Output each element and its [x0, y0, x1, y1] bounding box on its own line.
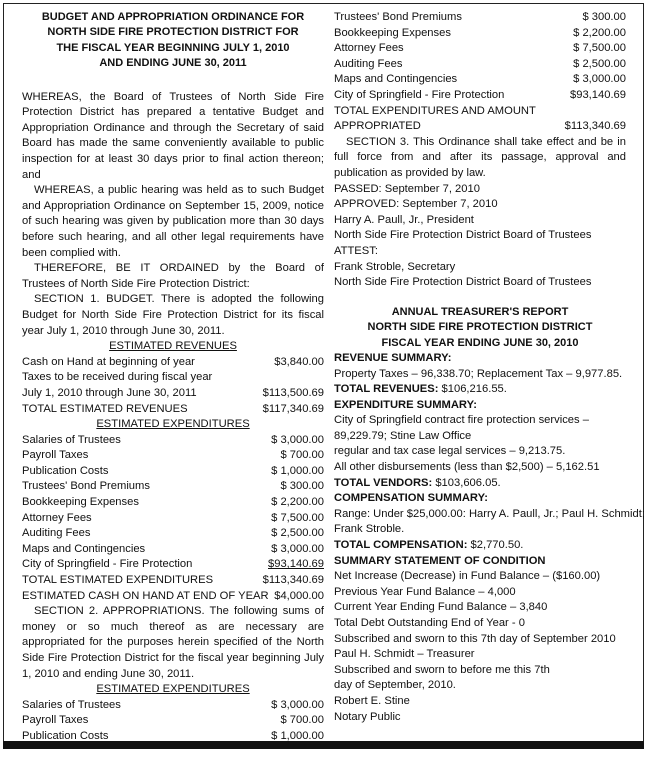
row-label: TOTAL ESTIMATED REVENUES: [22, 402, 188, 415]
row-label: Auditing Fees: [334, 57, 403, 70]
revenue-row: [22, 386, 324, 402]
total-compensation-value: $2,770.50.: [470, 539, 524, 552]
appropriation-row: [334, 72, 626, 88]
row-label: Maps and Contingencies: [334, 73, 458, 86]
board-line: North Side Fire Protection District Board of Trustees: [334, 229, 592, 242]
row-label: Payroll Taxes: [22, 714, 89, 727]
revenue-summary-heading: REVENUE SUMMARY:: [334, 351, 452, 364]
appropriations-right-list: [334, 10, 626, 104]
passed-line: PASSED: September 7, 2010: [334, 182, 480, 195]
ordinance-title: [22, 10, 324, 72]
exp-line: regular and tax case legal services – 9,213.75.: [334, 445, 566, 458]
appropriation-row: [22, 713, 324, 729]
row-label: Publication Costs: [22, 729, 109, 742]
row-label: Payroll Taxes: [22, 449, 89, 462]
total-compensation-label: TOTAL COMPENSATION:: [334, 539, 468, 552]
comp-line: Range: Under $25,000.00: Harry A. Paull, Jr.; Paul H. Schmidt;: [334, 507, 645, 520]
revenue-row: [22, 355, 324, 371]
title-line: AND ENDING JUNE 30, 2011: [99, 57, 247, 70]
appropriation-row: [334, 57, 626, 73]
row-amount: $ 2,500.00: [573, 57, 626, 70]
exp-line: 89,229.79; Stine Law Office: [334, 429, 472, 442]
approved-line: APPROVED: September 7, 2010: [334, 198, 498, 211]
row-label: July 1, 2010 through June 30, 2011: [22, 386, 197, 399]
total-revenues-value: $106,216.55.: [441, 383, 507, 396]
row-label: APPROPRIATED: [334, 120, 421, 133]
row-amount: $4,000.00: [274, 589, 324, 602]
row-amount: $113,500.69: [262, 386, 324, 399]
row-label: Cash on Hand at beginning of year: [22, 355, 195, 368]
whereas-1: WHEREAS, the Board of Trustees of North Side Fire Protection District has prepared a tentative Budget and Appropriation Ordinance and through the Secretary of said Board has made the same conveniently available to public inspection for at least 30 days prior to final action thereon; and: [22, 90, 324, 181]
president-line: Harry A. Paull, Jr., President: [334, 213, 474, 226]
condition-line: Current Year Ending Fund Balance – 3,840: [334, 601, 548, 614]
row-amount: $ 1,000.00: [271, 464, 324, 477]
total-compensation: [334, 538, 626, 554]
expenditure-row: [22, 511, 324, 527]
expenditure-row: [22, 448, 324, 464]
row-amount: $ 2,500.00: [271, 527, 324, 540]
exp-line: All other disbursements (less than $2,500) – 5,162.51: [334, 461, 600, 474]
row-amount: $113,340.69: [262, 574, 324, 587]
report-title: [334, 305, 626, 351]
expenditures-list: [22, 433, 324, 605]
whereas-2: WHEREAS, a public hearing was held as to such Budget and Appropriation Ordinance on September 15, 2009, notice of such hearing was given by publication more than 30 days before such hearing, and all other legal requirements have been complied with.: [22, 184, 324, 259]
row-amount: $ 3,000.00: [271, 698, 324, 711]
board-line-2: North Side Fire Protection District Board of Trustees: [334, 276, 592, 289]
revenues-list: [22, 355, 324, 417]
est-expenditures-heading-2: ESTIMATED EXPENDITURES: [96, 683, 250, 696]
row-label: Taxes to be received during fiscal year: [22, 371, 213, 384]
title-line: THE FISCAL YEAR BEGINNING JULY 1, 2010: [56, 41, 290, 54]
expenditure-row: [22, 573, 324, 589]
left-column: [22, 10, 324, 745]
total-revenues-label: TOTAL REVENUES:: [334, 383, 439, 396]
expenditure-row: [22, 557, 324, 573]
title-line: FISCAL YEAR ENDING JUNE 30, 2010: [381, 336, 579, 349]
revenue-line: Property Taxes – 96,338.70; Replacement Tax – 9,977.85.: [334, 367, 623, 380]
total-vendors: [334, 476, 626, 492]
expenditure-row: [22, 479, 324, 495]
row-amount: $ 300.00: [582, 11, 626, 23]
row-amount: $113,340.69: [564, 120, 626, 133]
row-amount: $3,840.00: [274, 355, 324, 368]
row-label: Publication Costs: [22, 464, 109, 477]
section-3: SECTION 3. This Ordinance shall take effect and be in full force from and after its passage, approval and publication as provided by law.: [334, 135, 626, 179]
row-label: Trustees' Bond Premiums: [334, 11, 462, 23]
expenditure-row: [22, 495, 324, 511]
condition-line: Subscribed and sworn to this 7th day of September 2010: [334, 632, 616, 645]
attest-line: ATTEST:: [334, 244, 378, 257]
row-amount: $ 3,000.00: [271, 433, 324, 446]
condition-line: Notary Public: [334, 710, 401, 723]
row-amount: $93,140.69: [570, 88, 626, 101]
row-label: Bookkeeping Expenses: [334, 26, 451, 39]
appropriation-row: [22, 698, 324, 714]
condition-heading: SUMMARY STATEMENT OF CONDITION: [334, 554, 546, 567]
total-approp-row: [334, 119, 626, 135]
row-amount: $ 2,200.00: [271, 496, 324, 509]
right-column: [334, 10, 645, 725]
row-amount: $ 1,000.00: [271, 729, 324, 742]
expenditure-row: [22, 464, 324, 480]
condition-line: Paul H. Schmidt – Treasurer: [334, 648, 475, 661]
row-label: ESTIMATED CASH ON HAND AT END OF YEAR: [22, 589, 269, 602]
secretary-line: Frank Stroble, Secretary: [334, 260, 456, 273]
row-label: Maps and Contingencies: [22, 542, 146, 555]
expenditure-row: [22, 433, 324, 449]
appropriation-row: [334, 10, 626, 26]
expenditure-row: [22, 542, 324, 558]
appropriations-left-list: [22, 698, 324, 745]
appropriation-row: [22, 729, 324, 745]
title-line: BUDGET AND APPROPRIATION ORDINANCE FOR: [41, 11, 305, 23]
row-label: Bookkeeping Expenses: [22, 496, 139, 509]
expenditure-row: [22, 589, 324, 605]
condition-line: Previous Year Fund Balance – 4,000: [334, 585, 516, 598]
row-amount: $ 300.00: [280, 480, 324, 493]
total-vendors-label: TOTAL VENDORS:: [334, 476, 433, 489]
row-label: TOTAL ESTIMATED EXPENDITURES: [22, 574, 214, 587]
title-line: ANNUAL TREASURER'S REPORT: [391, 305, 569, 318]
row-label: Attorney Fees: [22, 511, 92, 524]
revenue-row: [22, 370, 324, 386]
appropriation-row: [334, 88, 626, 104]
total-vendors-value: $103,606.05.: [435, 476, 501, 489]
condition-line: Subscribed and sworn to before me this 7th: [334, 663, 550, 676]
row-amount: $ 3,000.00: [271, 542, 324, 555]
row-amount: $ 700.00: [280, 449, 324, 462]
appropriation-row: [334, 26, 626, 42]
expenditure-row: [22, 526, 324, 542]
title-line: NORTH SIDE FIRE PROTECTION DISTRICT: [367, 321, 593, 334]
appropriation-row: [334, 41, 626, 57]
est-expenditures-heading: ESTIMATED EXPENDITURES: [96, 418, 250, 431]
therefore: THEREFORE, BE IT ORDAINED by the Board of Trustees of North Side Fire Protection District:: [22, 262, 324, 290]
row-label: Trustees' Bond Premiums: [22, 480, 150, 493]
row-label: Attorney Fees: [334, 42, 404, 55]
condition-line: Net Increase (Decrease) in Fund Balance – ($160.00): [334, 570, 601, 583]
compensation-summary-heading: COMPENSATION SUMMARY:: [334, 492, 488, 505]
condition-line: Total Debt Outstanding End of Year - 0: [334, 617, 525, 629]
row-label: Salaries of Trustees: [22, 433, 121, 446]
condition-line: Robert E. Stine: [334, 694, 410, 707]
row-amount: $ 3,000.00: [573, 73, 626, 86]
row-label: City of Springfield - Fire Protection: [334, 88, 505, 101]
total-revenues: [334, 382, 626, 398]
row-amount: $ 700.00: [280, 714, 324, 727]
condition-line: day of September, 2010.: [334, 679, 456, 692]
comp-line: Frank Stroble.: [334, 523, 405, 536]
row-label: City of Springfield - Fire Protection: [22, 558, 193, 571]
expenditure-summary-heading: EXPENDITURE SUMMARY:: [334, 398, 477, 411]
row-amount: $117,340.69: [262, 402, 324, 415]
revenue-row: [22, 402, 324, 418]
exp-line: City of Springfield contract fire protection services –: [334, 414, 589, 427]
total-approp-label: TOTAL EXPENDITURES AND AMOUNT: [334, 104, 536, 117]
row-amount: $ 7,500.00: [573, 42, 626, 55]
section-2: SECTION 2. APPROPRIATIONS. The following sums of money or so much thereof as are necessary are appropriated for the purposes herein specified of the North Side Fire Protection District for the fiscal year beginning July 1, 2010 and ending June 30, 2011.: [22, 605, 324, 680]
row-label: Salaries of Trustees: [22, 698, 121, 711]
row-amount: $ 2,200.00: [573, 26, 626, 39]
est-revenues-heading: ESTIMATED REVENUES: [109, 340, 237, 353]
section-1: SECTION 1. BUDGET. There is adopted the following Budget for North Side Fire Protection District for its fiscal year July 1, 2010 through June 30, 2011.: [22, 293, 324, 337]
row-amount: $93,140.69: [268, 558, 324, 571]
row-label: Auditing Fees: [22, 527, 91, 540]
title-line: NORTH SIDE FIRE PROTECTION DISTRICT FOR: [47, 26, 299, 39]
row-amount: $ 7,500.00: [271, 511, 324, 524]
